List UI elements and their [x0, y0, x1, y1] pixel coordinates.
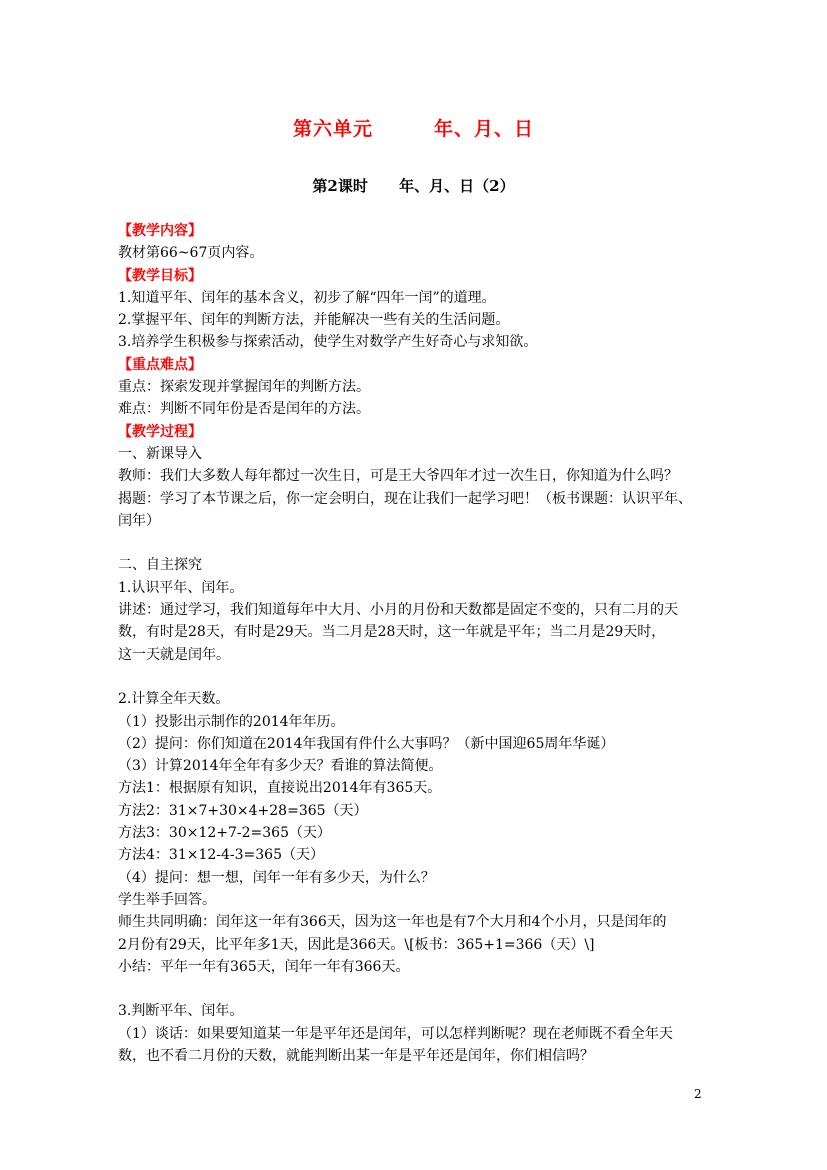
part1-reveal-line1: 揭题：学习了本节课之后，你一定会明白，现在让我们一起学习吧！（板书课题：认识平年、 [118, 490, 692, 507]
method-1: 方法1：根据原有知识，直接说出2014年有365天。 [118, 780, 442, 797]
lesson-content [118, 220, 710, 1067]
step2-item6-line1: 师生共同明确：闰年这一年有366天，因为这一年也是有7个大月和4个小月，只是闰年的 [118, 914, 667, 931]
step1-line2: 数，有时是28天，有时是29天。当二月是28天时，这一年就是平年；当二月是29天时， [118, 624, 666, 641]
step2-item5: 学生举手回答。 [118, 891, 216, 908]
method-4: 方法4：31×12-4-3=365（天） [118, 847, 324, 864]
step2-item2: （2）提问：你们知道在2014年我国有件什么大事吗？（新中国迎65周年华诞） [118, 735, 615, 752]
part1-reveal-line2: 闰年） [118, 512, 160, 529]
heading-key-points: 【重点难点】 [118, 356, 202, 373]
step2-item3: （3）计算2014年全年有多少天？看谁的算法简便。 [118, 758, 443, 775]
blank-line [118, 532, 710, 554]
step2-title: 2.计算全年天数。 [118, 691, 230, 708]
step2-item4: （4）提问：想一想，闰年一年有多少天，为什么？ [118, 869, 435, 886]
goal-item-2: 2.掌握平年、闰年的判断方法，并能解决一些有关的生活问题。 [118, 312, 510, 329]
part1-title: 一、新课导入 [118, 445, 202, 462]
blank-line [118, 978, 710, 1000]
heading-teaching-process: 【教学过程】 [118, 423, 202, 440]
goal-item-1: 1.知道平年、闰年的基本含义，初步了解“四年一闰”的道理。 [118, 289, 496, 306]
step2-item1: （1）投影出示制作的2014年年历。 [118, 713, 345, 730]
step3-line2: 数，也不看二月份的天数，就能判断出某一年是平年还是闰年，你们相信吗？ [118, 1047, 594, 1064]
heading-teaching-content: 【教学内容】 [118, 223, 202, 239]
step1-line3: 这一天就是闰年。 [118, 646, 230, 663]
lesson-title: 第2课时 年、月、日（2） [312, 177, 515, 195]
step1-line1: 讲述：通过学习，我们知道每年中大月、小月的月份和天数都是固定不变的，只有二月的天 [118, 602, 678, 619]
step2-item6-line2: 2月份有29天，比平年多1天，因此是366天。\[板书：365+1=366（天）\] [118, 936, 595, 953]
method-2: 方法2：31×7+30×4+28=365（天） [118, 802, 368, 819]
heading-teaching-goals: 【教学目标】 [118, 267, 202, 284]
part2-title: 二、自主探究 [118, 557, 202, 574]
goal-item-3: 3.培养学生积极参与探索活动，使学生对数学产生好奇心与求知欲。 [118, 334, 538, 351]
key-point: 重点：探索发现并掌握闰年的判断方法。 [118, 379, 370, 396]
part1-teacher: 教师：我们大多数人每年都过一次生日，可是王大爷四年才过一次生日，你知道为什么吗？ [118, 468, 678, 485]
step1-title: 1.认识平年、闰年。 [118, 579, 244, 596]
step3-line1: （1）谈话：如果要知道某一年是平年还是闰年，可以怎样判断呢？现在老师既不看全年天 [118, 1025, 673, 1042]
step3-title: 3.判断平年、闰年。 [118, 1003, 244, 1020]
blank-line [118, 666, 710, 688]
method-3: 方法3：30×12+7-2=365（天） [118, 825, 331, 842]
page-number: 2 [694, 1087, 702, 1101]
teaching-content-text: 教材第66~67页内容。 [118, 245, 264, 262]
step2-summary: 小结：平年一年有365天，闰年一年有366天。 [118, 958, 410, 975]
unit-title: 第六单元 年、月、日 [293, 118, 534, 140]
difficulty-point: 难点：判断不同年份是否是闰年的方法。 [118, 401, 370, 418]
